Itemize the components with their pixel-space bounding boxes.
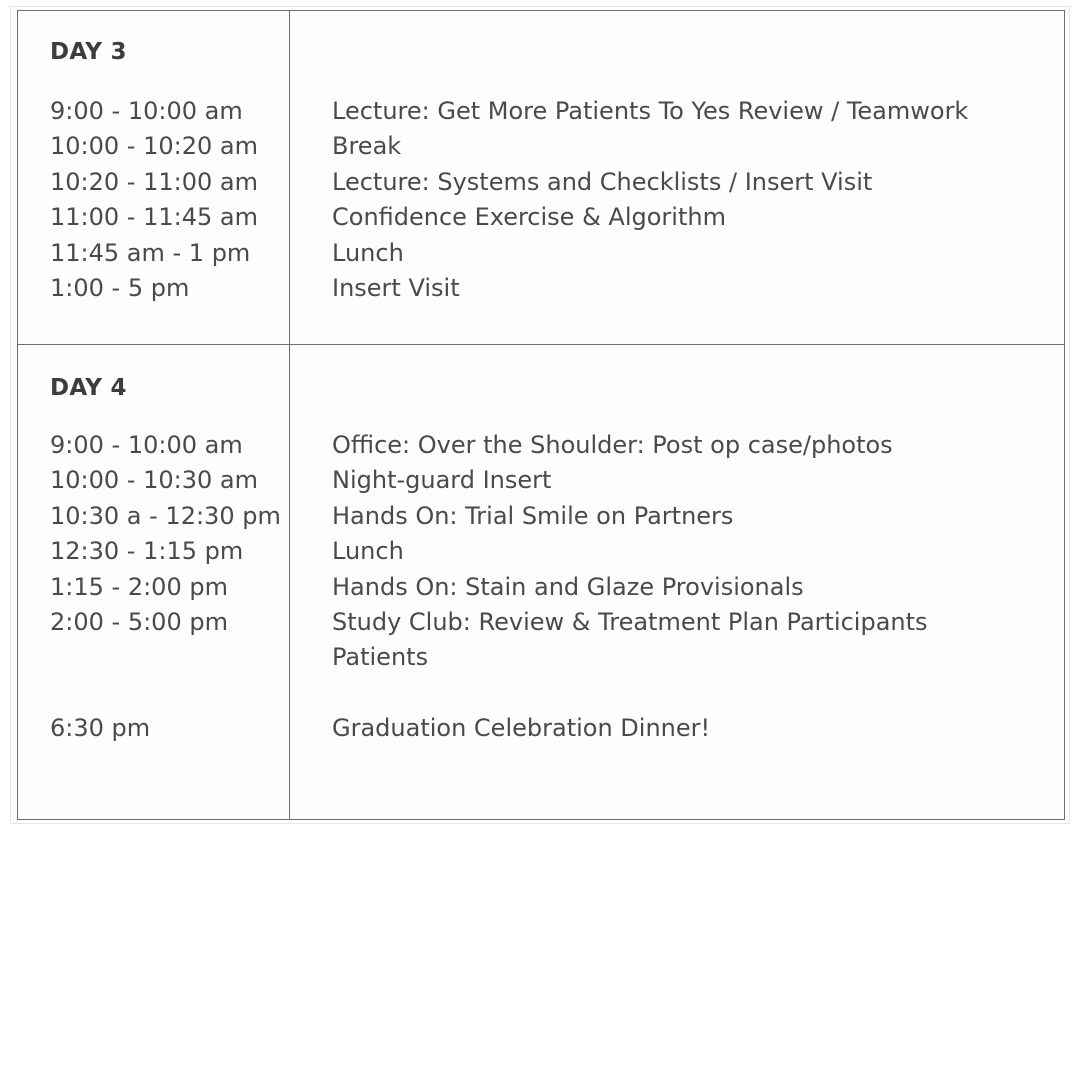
slot-activity: Lunch xyxy=(332,239,404,267)
day-3-section xyxy=(18,11,1064,345)
slot-activity: Study Club: Review & Treatment Plan Participants Patients xyxy=(332,608,928,672)
slot-time: 1:15 - 2:00 pm xyxy=(50,573,228,601)
slot-time: 10:30 a - 12:30 pm xyxy=(50,502,281,530)
day-heading: DAY 4 xyxy=(50,375,127,401)
slot-time: 10:00 - 10:20 am xyxy=(50,132,258,160)
schedule-table xyxy=(17,10,1065,820)
slot-activity: Insert Visit xyxy=(332,274,460,302)
slot-activity: Graduation Celebration Dinner! xyxy=(332,714,711,742)
slot-activity: Break xyxy=(332,132,402,160)
slot-activity: Hands On: Trial Smile on Partners xyxy=(332,502,734,530)
day-heading: DAY 3 xyxy=(50,39,127,65)
slot-activity: Lecture: Systems and Checklists / Insert Visit xyxy=(332,168,873,196)
slot-time: 10:00 - 10:30 am xyxy=(50,466,258,494)
slot-time: 9:00 - 10:00 am xyxy=(50,97,243,125)
slot-time: 9:00 - 10:00 am xyxy=(50,431,243,459)
slot-time: 2:00 - 5:00 pm xyxy=(50,608,228,636)
slot-time: 12:30 - 1:15 pm xyxy=(50,537,244,565)
slot-time: 11:45 am - 1 pm xyxy=(50,239,251,267)
column-divider xyxy=(289,11,290,344)
slot-time: 1:00 - 5 pm xyxy=(50,274,190,302)
column-divider xyxy=(289,345,290,819)
slot-time: 11:00 - 11:45 am xyxy=(50,203,258,231)
slot-activity: Night-guard Insert xyxy=(332,466,552,494)
slot-activity: Lecture: Get More Patients To Yes Review / Teamwork xyxy=(332,97,969,125)
day-4-section xyxy=(18,345,1064,819)
slot-activity: Hands On: Stain and Glaze Provisionals xyxy=(332,573,804,601)
slot-activity: Confidence Exercise & Algorithm xyxy=(332,203,726,231)
slot-time: 10:20 - 11:00 am xyxy=(50,168,258,196)
slot-time: 6:30 pm xyxy=(50,714,151,742)
slot-activity: Lunch xyxy=(332,537,404,565)
slot-activity: Office: Over the Shoulder: Post op case/photos xyxy=(332,431,893,459)
